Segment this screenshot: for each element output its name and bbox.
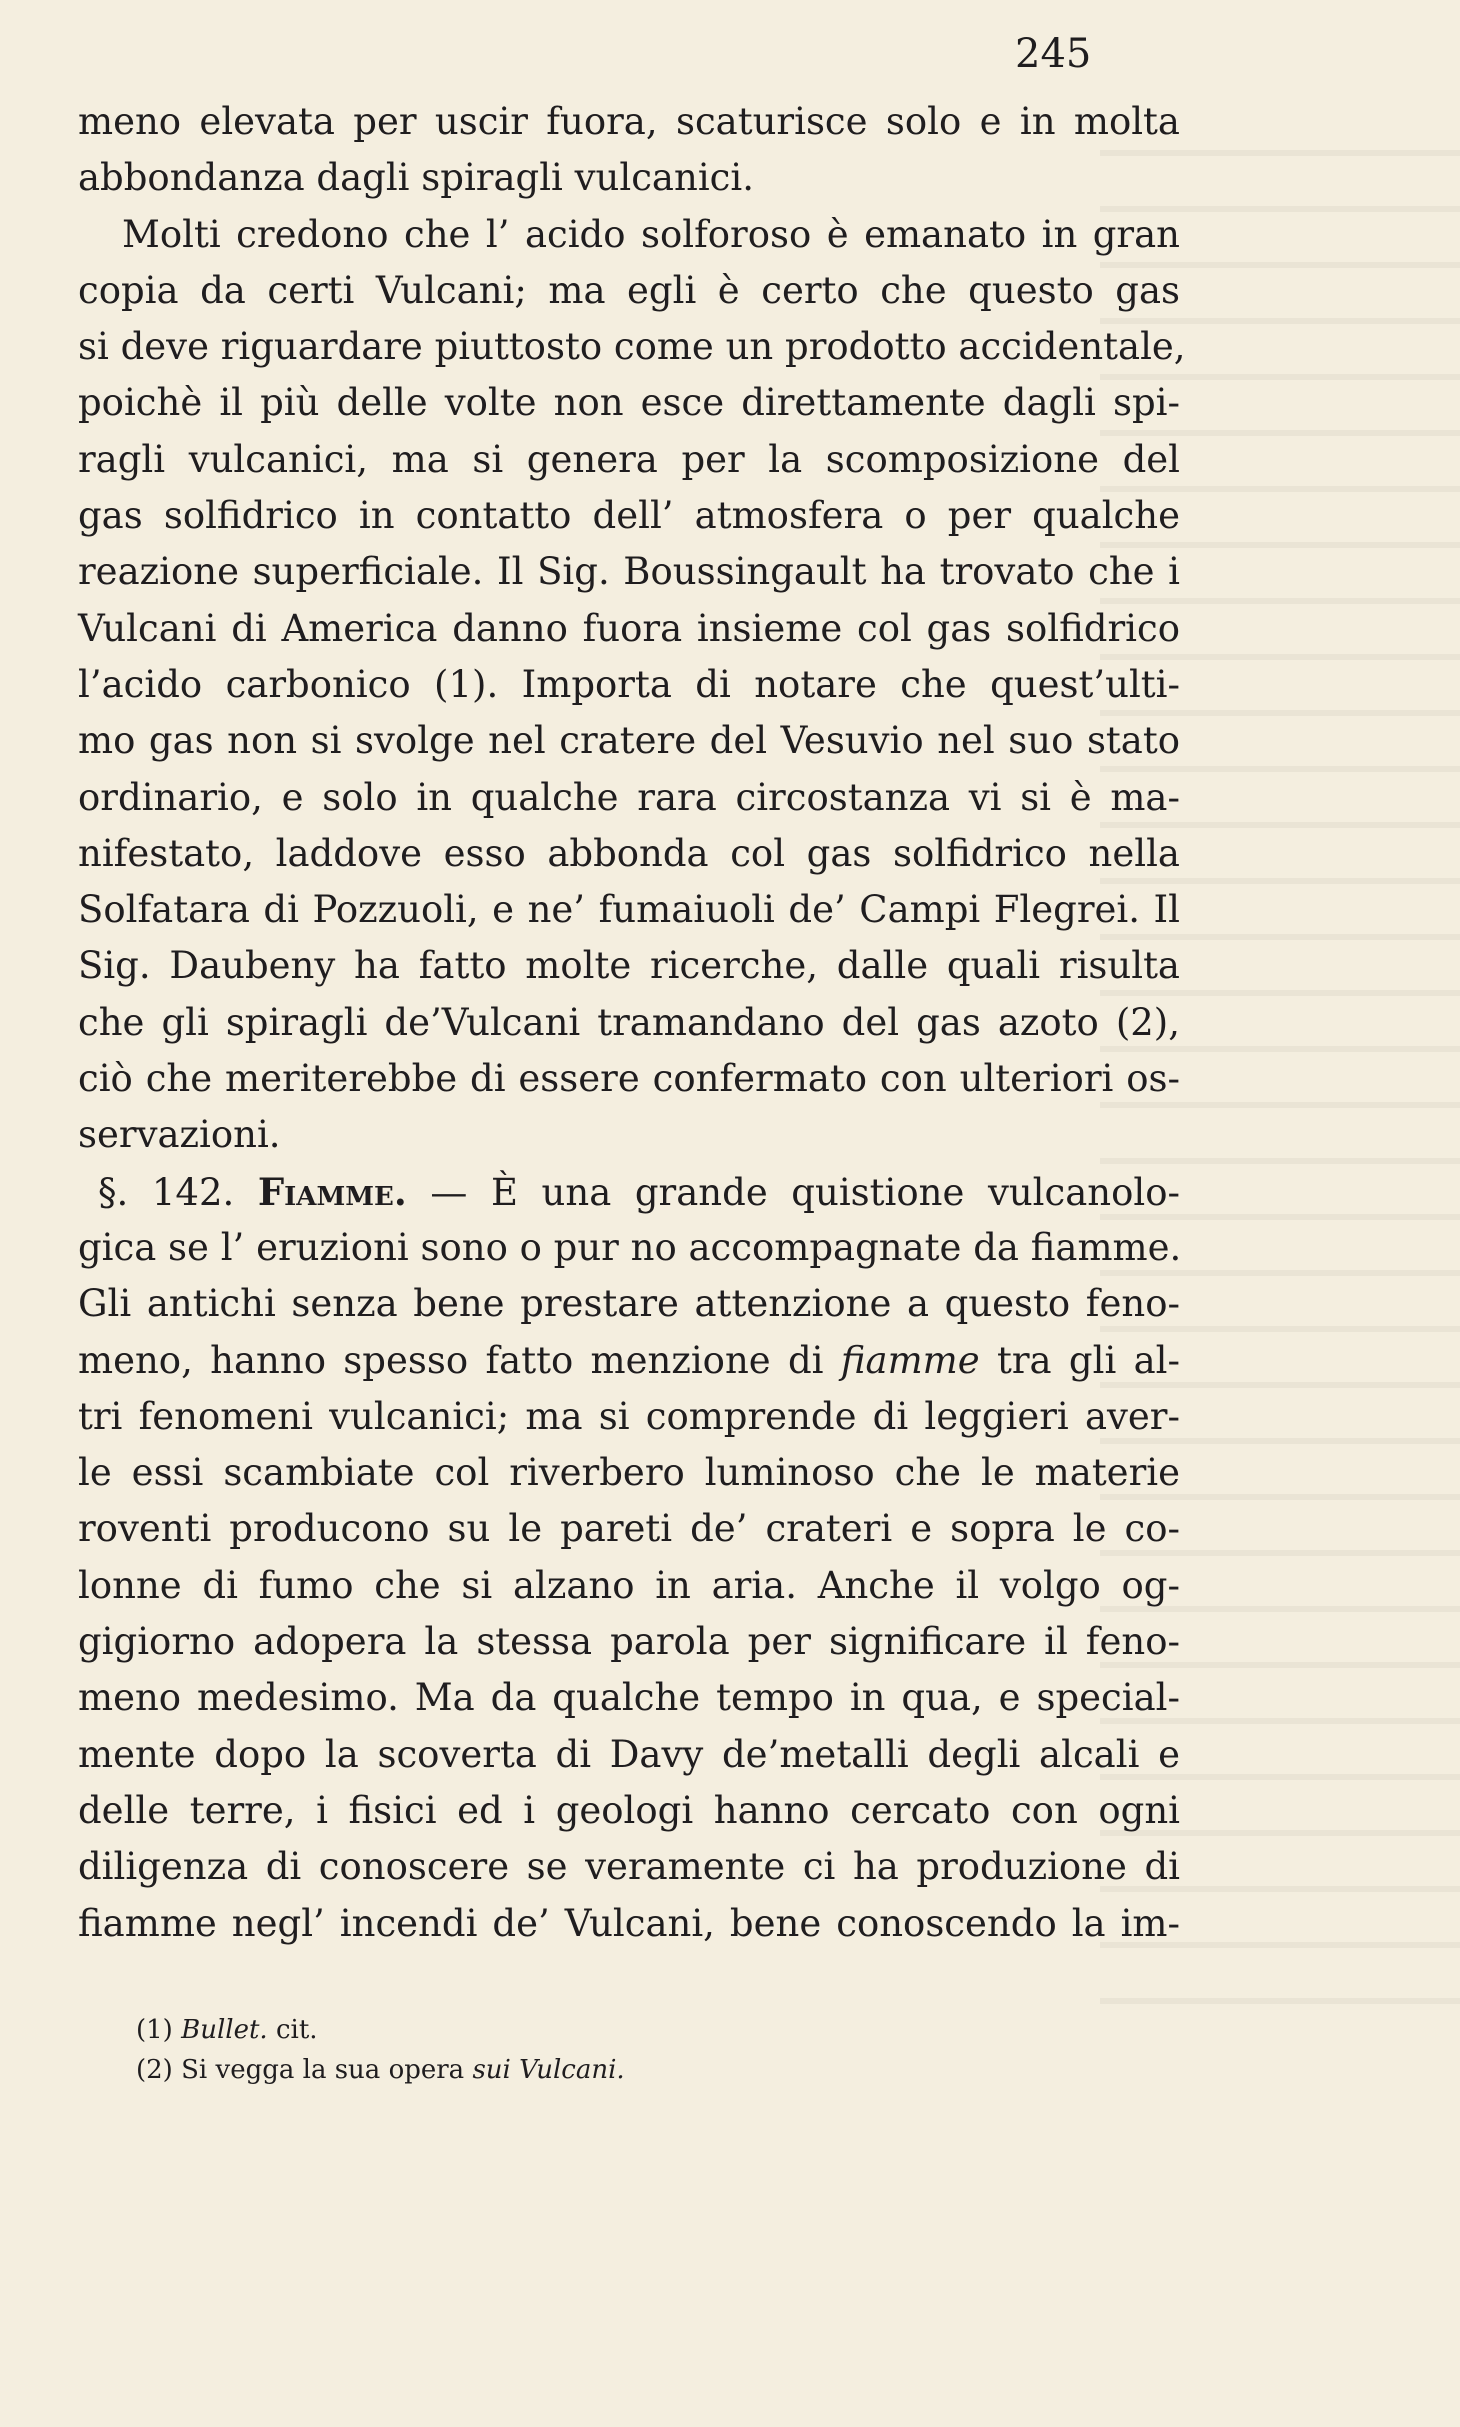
- text-line: delle terre, i fisici ed i geologi hanno cercato con ogni: [78, 1788, 1180, 1832]
- text-fragment: meno, hanno spesso fatto menzione di: [78, 1338, 824, 1382]
- text-line: servazioni.: [78, 1113, 281, 1157]
- footnote-text: Si vegga la sua opera: [181, 2055, 473, 2085]
- section-heading-line: [78, 1164, 1180, 1220]
- text-line: fiamme negl’ incendi de’ Vulcani, bene conoscendo la im-: [78, 1901, 1180, 1945]
- text-line: Molti credono che l’ acido solforoso è emanato in gran: [122, 212, 1180, 256]
- text-line: tri fenomeni vulcanici; ma si comprende di leggieri aver-: [78, 1394, 1180, 1438]
- text-line: diligenza di conoscere se veramente ci ha produzione di: [78, 1845, 1180, 1889]
- text-line: che gli spiragli de’Vulcani tramandano del gas azoto (2),: [78, 1000, 1180, 1044]
- section-first-line: — È una grande quistione vulcanolo-: [430, 1170, 1181, 1214]
- text-line-with-italic: [78, 1333, 1180, 1389]
- section-title: Fiamme.: [257, 1169, 407, 1214]
- page-number: 245: [1015, 31, 1092, 77]
- text-line: roventi producono su le pareti de’ crateri e sopra le co-: [78, 1507, 1180, 1551]
- italic-word: fiamme: [840, 1338, 980, 1382]
- text-line: l’acido carbonico (1). Importa di notare che quest’ulti-: [78, 662, 1180, 706]
- footnote-tail: cit.: [267, 2015, 318, 2045]
- text-line: Sig. Daubeny ha fatto molte ricerche, dalle quali risulta: [78, 944, 1180, 988]
- text-line: meno medesimo. Ma da qualche tempo in qua, e special-: [78, 1676, 1180, 1720]
- text-line: mente dopo la scoverta di Davy de’metalli degli alcali e: [78, 1732, 1180, 1776]
- text-line: mo gas non si svolge nel cratere del Vesuvio nel suo stato: [78, 719, 1180, 763]
- text-line: Solfatara di Pozzuoli, e ne’ fumaiuoli de’ Campi Flegrei. Il: [78, 888, 1180, 932]
- text-line: abbondanza dagli spiragli vulcanici.: [78, 156, 754, 200]
- text-line: Gli antichi senza bene prestare attenzione a questo feno-: [78, 1282, 1180, 1326]
- text-line: reazione superficiale. Il Sig. Boussingault ha trovato che i: [78, 550, 1180, 594]
- text-line: ciò che meriterebbe di essere confermato con ulteriori os-: [78, 1057, 1180, 1101]
- text-line: meno elevata per uscir fuora, scaturisce solo e in molta: [78, 100, 1180, 143]
- text-line: gica se l’ eruzioni sono o pur no accompagnate da fiamme.: [78, 1225, 1182, 1269]
- text-line: le essi scambiate col riverbero luminoso che le materie: [78, 1451, 1180, 1495]
- text-line: copia da certi Vulcani; ma egli è certo che questo gas: [78, 268, 1180, 312]
- section-mark: §. 142.: [98, 1170, 235, 1214]
- text-line: Vulcani di America danno fuora insieme col gas solfidrico: [78, 606, 1180, 650]
- text-line: poichè il più delle volte non esce direttamente dagli spi-: [78, 381, 1180, 425]
- text-line: lonne di fumo che si alzano in aria. Anche il volgo og-: [78, 1563, 1180, 1607]
- footnote-tail: sui Vulcani.: [472, 2055, 625, 2085]
- text-line: gas solfidrico in contatto dell’ atmosfera o per qualche: [78, 494, 1180, 538]
- footnote-number: (2): [136, 2055, 173, 2085]
- text-line: gigiorno adopera la stessa parola per significare il feno-: [78, 1620, 1180, 1664]
- text-line: ragli vulcanici, ma si genera per la scomposizione del: [78, 437, 1180, 481]
- text-line: nifestato, laddove esso abbonda col gas solfidrico nella: [78, 831, 1180, 875]
- footnote: [136, 2010, 1036, 2050]
- footnotes: [136, 2010, 1036, 2090]
- page-body: [78, 94, 1186, 1952]
- footnote-text: Bullet.: [181, 2015, 268, 2045]
- footnote: [136, 2050, 1036, 2090]
- text-line: si deve riguardare piuttosto come un prodotto accidentale,: [78, 325, 1186, 369]
- footnote-number: (1): [136, 2015, 173, 2045]
- text-fragment: tra gli al-: [997, 1338, 1181, 1382]
- text-line: ordinario, e solo in qualche rara circostanza vi si è ma-: [78, 775, 1180, 819]
